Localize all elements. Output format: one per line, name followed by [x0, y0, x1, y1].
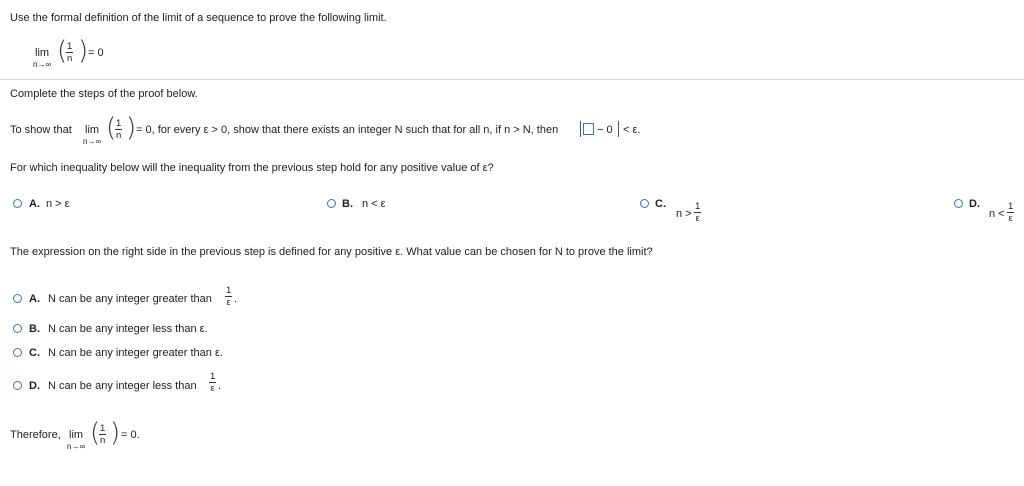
step1-limit-operator: lim n→∞ — [83, 124, 102, 146]
conclusion-rhs: = 0. — [121, 429, 140, 441]
conclusion-fraction: $\frac{1}{n}$ — [100, 423, 106, 446]
question-2-text: The expression on the right side in the previous step is defined for any positive ε. What value can be chosen for N to prove the limit? — [10, 246, 653, 258]
option-label: B. — [29, 323, 40, 335]
radio-button[interactable] — [13, 348, 22, 357]
left-paren: ( — [90, 418, 101, 448]
right-paren: ) — [110, 418, 121, 448]
right-paren: ) — [126, 113, 137, 143]
divider — [0, 79, 1024, 80]
section-title: Complete the steps of the proof below. — [10, 88, 198, 100]
option-fraction: $\frac{1}{\varepsilon}$ — [1008, 201, 1014, 224]
option-text: N can be any integer greater than ε. — [48, 347, 223, 359]
limit-operator: lim n→∞ — [33, 47, 52, 69]
step1-prefix: To show that — [10, 124, 72, 136]
conclusion-prefix: Therefore, — [10, 429, 61, 441]
option-end: . — [218, 380, 222, 392]
option-text: N can be any integer less than — [48, 380, 197, 392]
radio-button[interactable] — [13, 324, 22, 333]
option-label: D. — [29, 380, 40, 392]
step1-fraction: $\frac{1}{n}$ — [116, 118, 122, 141]
option-text: N can be any integer greater than — [48, 293, 212, 305]
option-label: A. — [29, 198, 40, 210]
abs-bar-left — [580, 121, 581, 137]
option-label: C. — [655, 198, 666, 210]
abs-bar-right — [618, 121, 619, 137]
question-1-text: For which inequality below will the inequality from the previous step hold for any positive value of ε? — [10, 162, 494, 174]
radio-button[interactable] — [13, 381, 22, 390]
radio-button[interactable] — [13, 294, 22, 303]
option-label: C. — [29, 347, 40, 359]
step1-middle: = 0, for every ε > 0, show that there exists an integer N such that for all n, if n > N, then — [136, 124, 559, 136]
step1-after-box: − 0 — [597, 124, 613, 136]
fraction-1-over-n: $\frac{1}{n}$ — [67, 41, 73, 64]
left-paren: ( — [106, 113, 117, 143]
option-lhs: n < — [989, 208, 1005, 220]
radio-button[interactable] — [954, 199, 963, 208]
radio-button[interactable] — [327, 199, 336, 208]
radio-button[interactable] — [640, 199, 649, 208]
option-label: A. — [29, 293, 40, 305]
left-paren: ( — [57, 36, 68, 66]
option-fraction: $\frac{1}{\varepsilon}$ — [695, 201, 701, 224]
answer-input-box[interactable] — [583, 123, 594, 135]
conclusion-limit-operator: lim n→∞ — [67, 429, 86, 451]
option-text: n > ε — [46, 198, 70, 210]
option-fraction: $\frac{1}{\varepsilon}$ — [226, 285, 232, 308]
option-label: B. — [342, 198, 353, 210]
problem-instruction: Use the formal definition of the limit of a sequence to prove the following limit. — [10, 12, 387, 24]
radio-button[interactable] — [13, 199, 22, 208]
option-text: n < ε — [362, 198, 386, 210]
step1-tail: < ε. — [623, 124, 641, 136]
right-paren: ) — [78, 36, 89, 66]
option-fraction: $\frac{1}{\varepsilon}$ — [210, 371, 216, 394]
option-text: N can be any integer less than ε. — [48, 323, 208, 335]
option-end: . — [234, 293, 238, 305]
option-label: D. — [969, 198, 980, 210]
limit-rhs: = 0 — [88, 47, 104, 59]
option-lhs: n > — [676, 208, 692, 220]
